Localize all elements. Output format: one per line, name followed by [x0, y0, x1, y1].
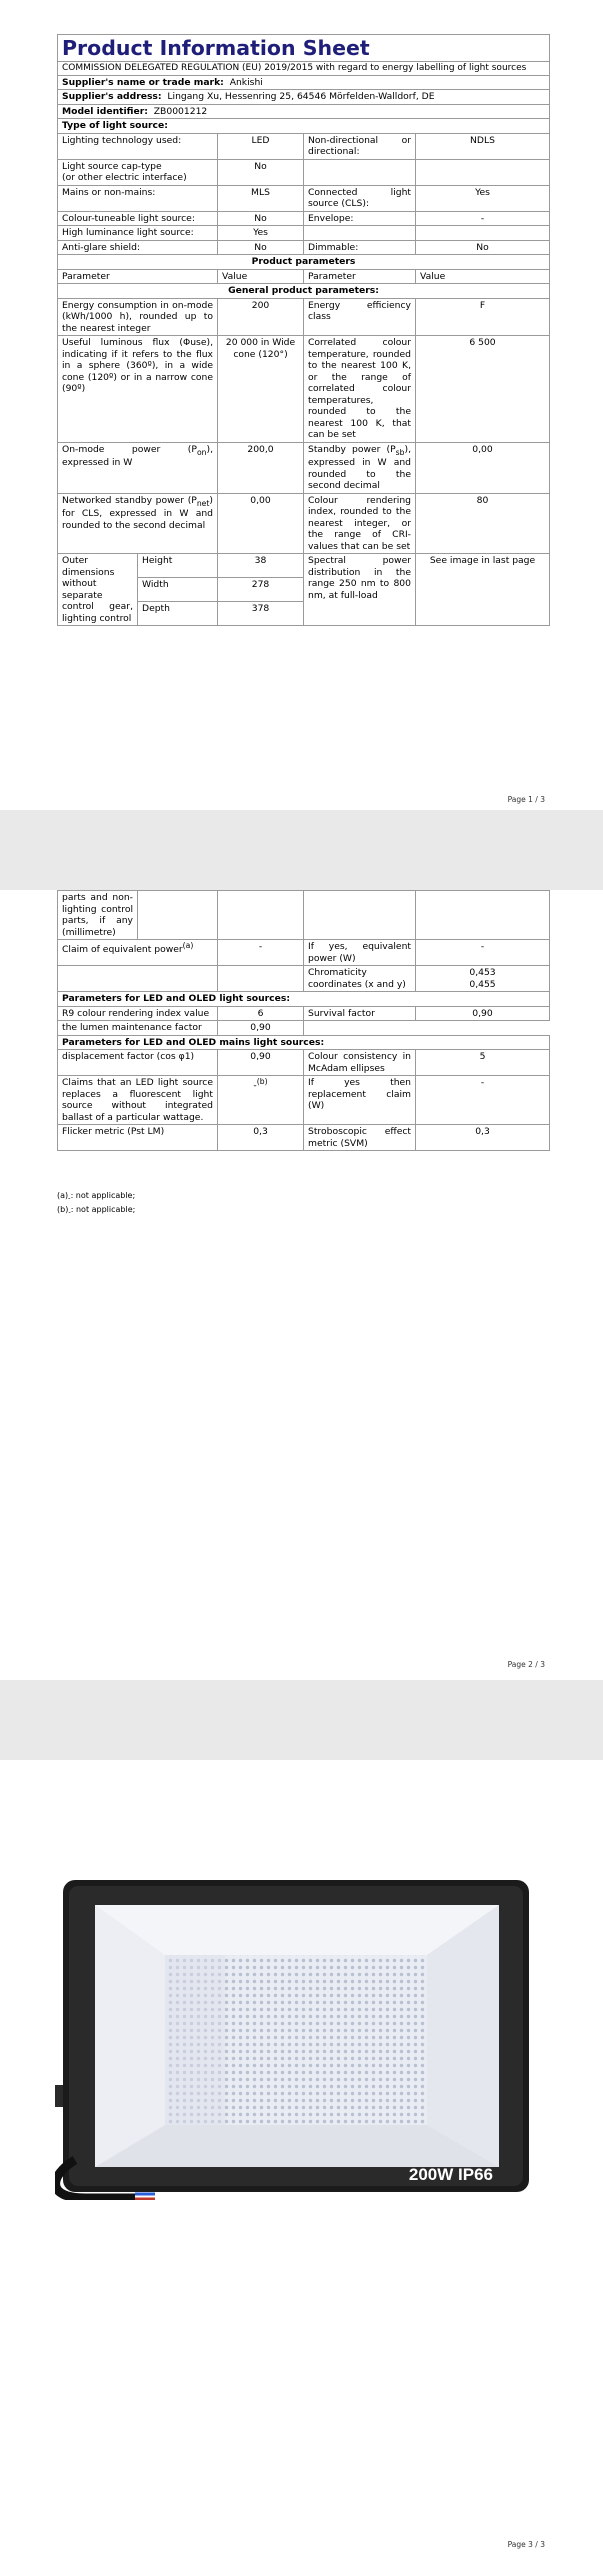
fluorescent-value: -$^{(b)}$ [218, 1076, 304, 1125]
model-row [58, 104, 550, 119]
mains-params-heading: Parameters for LED and OLED mains light sources: [58, 1035, 550, 1050]
power-rating-label: 200W IP66 [408, 2165, 493, 2184]
empty-cell [304, 226, 416, 241]
col-header-value: Value [218, 269, 304, 284]
equiv-power-value: - [416, 940, 550, 966]
cap-label [58, 159, 218, 185]
fluorescent-label: Claims that an LED light source replaces a fluorescent light source without integrated ballast of a particular wattage. [58, 1076, 218, 1125]
footnotes [57, 1190, 135, 1218]
mains-value: MLS [218, 185, 304, 211]
depth-label: Depth [138, 602, 218, 626]
col-header-parameter: Parameter [304, 269, 416, 284]
displacement-label: displacement factor (cos φ1) [58, 1050, 218, 1076]
general-parameters-heading: General product parameters: [58, 284, 550, 299]
product-parameters-heading: Product parameters [58, 255, 550, 270]
standby-value: 0,00 [416, 442, 550, 493]
page-title: Product Information Sheet [58, 35, 550, 62]
anti-glare-label: Anti-glare shield: [58, 240, 218, 255]
supplier-address-row [58, 90, 550, 105]
dimensions-label: Outer dimensions without separate control gear, lighting control [58, 554, 138, 626]
maintenance-value: 0,90 [218, 1021, 304, 1036]
cls-value: Yes [416, 185, 550, 211]
consistency-value: 5 [416, 1050, 550, 1076]
colour-tune-label: Colour-tuneable light source: [58, 211, 218, 226]
onmode-value: 200,0 [218, 442, 304, 493]
width-value: 278 [218, 578, 304, 602]
empty-cell [416, 226, 550, 241]
page-number: Page 3 / 3 [507, 2540, 545, 2549]
energy-label: Energy consumption in on-mode (kWh/1000 h), rounded up to the nearest integer [58, 298, 218, 336]
height-label: Height [138, 554, 218, 578]
colour-tune-value: No [218, 211, 304, 226]
high-lum-value: Yes [218, 226, 304, 241]
survival-value: 0,90 [416, 1006, 550, 1021]
supplier-name: Ankishi [229, 76, 263, 88]
height-value: 38 [218, 554, 304, 578]
floodlight-icon [55, 1880, 533, 2200]
cri-value: 80 [416, 493, 550, 554]
mains-label: Mains or non-mains: [58, 185, 218, 211]
dimmable-value: No [416, 240, 550, 255]
empty-cell [58, 966, 218, 992]
equiv-label: Claim of equivalent power$^{(a)}$ [58, 940, 218, 966]
model-identifier: ZB0001212 [153, 105, 208, 117]
replacement-value: - [416, 1076, 550, 1125]
netstandby-label: Networked standby power $(P_{net})$ for CLS, expressed in W and rounded to the second decimal [58, 493, 218, 554]
flux-value: 20 000 in Wide cone (120°) [218, 336, 304, 443]
dimensions-label-continued: parts and non-lighting control parts, if any (millimetre) [58, 891, 138, 940]
empty-cell [218, 966, 304, 992]
flicker-label: Flicker metric (Pst LM) [58, 1125, 218, 1151]
efficiency-value: F [416, 298, 550, 336]
footnote-a: $(a)_-$: not applicable; [57, 1191, 136, 1203]
footnote-b: $(b)_-$: not applicable; [57, 1204, 136, 1217]
col-header-parameter: Parameter [58, 269, 218, 284]
cct-value: 6 500 [416, 336, 550, 443]
chroma-label: Chromaticity coordinates (x and y) [304, 966, 416, 992]
energy-value: 200 [218, 298, 304, 336]
r9-label: R9 colour rendering index value [58, 1006, 218, 1021]
type-heading: Type of light source: [58, 119, 550, 134]
consistency-label: Colour consistency in McAdam ellipses [304, 1050, 416, 1076]
supplier-address: Lingang Xu, Hessenring 25, 64546 Mörfelden-Walldorf, DE [167, 91, 435, 103]
chroma-value [416, 966, 550, 992]
directional-label: Non-directional or directional: [304, 133, 416, 159]
cls-label: Connected light source (CLS): [304, 185, 416, 211]
supplier-address-label: Supplier's address: [62, 91, 162, 103]
page-number: Page 2 / 3 [507, 1660, 545, 1669]
maintenance-label: the lumen maintenance factor [58, 1021, 218, 1036]
efficiency-label: Energy efficiency class [304, 298, 416, 336]
page-3 [0, 1760, 603, 2560]
cap-value: No [218, 159, 304, 185]
led-params-heading: Parameters for LED and OLED light sources: [58, 992, 550, 1007]
supplier-name-row [58, 75, 550, 90]
regulation-text: COMMISSION DELEGATED REGULATION (EU) 2019/2015 with regard to energy labelling of light sources [58, 61, 550, 75]
page-2 [0, 890, 603, 1680]
empty-cell [218, 891, 304, 940]
empty-cell [138, 891, 218, 940]
cri-label: Colour rendering index, rounded to the nearest integer, or the range of CRI-values that can be set [304, 493, 416, 554]
empty-cell [416, 159, 550, 185]
product-information-table-continued [57, 890, 550, 1151]
empty-cell [304, 891, 416, 940]
strobo-value: 0,3 [416, 1125, 550, 1151]
envelope-value: - [416, 211, 550, 226]
empty-cell [304, 159, 416, 185]
spectral-value: See image in last page [416, 554, 550, 626]
empty-cell [416, 891, 550, 940]
col-header-value: Value [416, 269, 550, 284]
onmode-label: On-mode power $(P_{on})$, expressed in W [58, 442, 218, 493]
product-information-table [57, 34, 550, 626]
strobo-label: Stroboscopic effect metric (SVM) [304, 1125, 416, 1151]
cap-label-line2: (or other electric interface) [62, 172, 187, 184]
cct-label: Correlated colour temperature, rounded to the nearest 100 K, or the range of correlated colour temperatures, rounded to the nearest 100 K, that can be set [304, 336, 416, 443]
chroma-y: 0,455 [469, 978, 496, 990]
tech-label: Lighting technology used: [58, 133, 218, 159]
r9-value: 6 [218, 1006, 304, 1021]
flux-label: Useful luminous flux (Φuse), indicating if it refers to the flux in a sphere (360º), in a wide cone (120º) or in a narrow cone (90º) [58, 336, 218, 443]
anti-glare-value: No [218, 240, 304, 255]
dimmable-label: Dimmable: [304, 240, 416, 255]
tech-value: LED [218, 133, 304, 159]
high-lum-label: High luminance light source: [58, 226, 218, 241]
survival-label: Survival factor [304, 1006, 416, 1021]
model-label: Model identifier: [62, 105, 148, 117]
replacement-label: If yes then replacement claim (W) [304, 1076, 416, 1125]
spectral-label: Spectral power distribution in the range 250 nm to 800 nm, at full-load [304, 554, 416, 626]
netstandby-value: 0,00 [218, 493, 304, 554]
page-number: Page 1 / 3 [507, 795, 545, 804]
page-1 [0, 0, 603, 810]
width-label: Width [138, 578, 218, 602]
envelope-label: Envelope: [304, 211, 416, 226]
standby-label: Standby power $(P_{sb})$, expressed in W and rounded to the second decimal [304, 442, 416, 493]
displacement-value: 0,90 [218, 1050, 304, 1076]
directional-value: NDLS [416, 133, 550, 159]
cap-label-line1: Light source cap-type [62, 160, 162, 172]
equiv-power-label: If yes, equivalent power (W) [304, 940, 416, 966]
equiv-value: - [218, 940, 304, 966]
flicker-value: 0,3 [218, 1125, 304, 1151]
chroma-x: 0,453 [469, 967, 496, 978]
supplier-name-label: Supplier's name or trade mark: [62, 76, 224, 88]
depth-value: 378 [218, 602, 304, 626]
